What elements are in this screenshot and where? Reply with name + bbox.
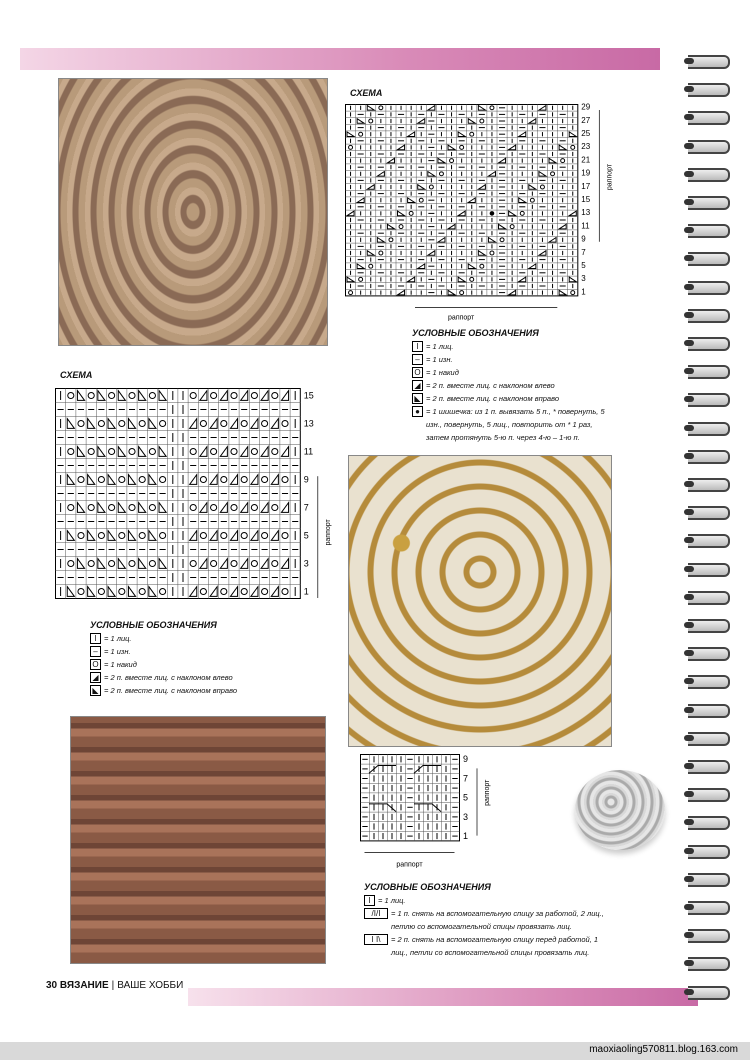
legend-symbol: I [364,895,375,906]
top-decor-bar [20,48,660,70]
spiral-ring [688,478,730,492]
legend-symbol: O [412,367,423,378]
spiral-ring [688,732,730,746]
knit-photo-leaf-pattern [58,78,328,346]
legend-item [90,632,310,645]
legend-symbol: ◣ [90,685,101,696]
row-number: 1 [463,830,469,841]
spiral-ring [688,83,730,97]
spiral-ring [688,788,730,802]
row-number: 9 [581,234,586,244]
legend3 [364,894,604,959]
legend-item [90,658,310,671]
row-number: 15 [581,195,591,205]
legend-symbol: ◣ [412,393,423,404]
row-number: 11 [303,446,314,457]
legend-symbol: ◢ [412,380,423,391]
rapport-label-vertical: раппорт [324,519,332,546]
legend-text: = 2 п. вместе лиц. с наклоном вправо [104,686,238,695]
row-number: 5 [303,530,309,541]
page-number: 30 [46,980,58,991]
legend-text: = 1 лиц. [378,896,406,905]
legend-item [90,671,310,684]
spiral-ring [688,393,730,407]
yarn-ball-image [575,770,665,850]
knit-photo-lace-pattern [348,455,612,747]
legend-item [412,379,612,392]
row-number: 7 [303,502,309,513]
bobble [490,211,495,216]
legend-text: = 1 изн. [426,355,453,364]
legend-text: = 1 изн. [104,647,131,656]
spiral-ring [688,591,730,605]
spiral-ring [688,647,730,661]
spiral-ring [688,534,730,548]
legend1 [412,340,612,444]
legend-text: = 2 п. вместе лиц. с наклоном вправо [426,394,560,403]
legend-symbol: ◢ [90,672,101,683]
legend-item [412,392,612,405]
legend-item [364,907,604,933]
knit-photo-cable-pattern [70,716,326,964]
legend-item [412,366,612,379]
legend-text: = 1 лиц. [426,342,454,351]
row-number: 21 [581,155,591,165]
legend-symbol: I [412,341,423,352]
spiral-ring [688,986,730,1000]
legend1-title: УСЛОВНЫЕ ОБОЗНАЧЕНИЯ [412,328,539,338]
legend3-title: УСЛОВНЫЕ ОБОЗНАЧЕНИЯ [364,882,491,892]
row-number: 27 [581,115,591,125]
legend2-title: УСЛОВНЫЕ ОБОЗНАЧЕНИЯ [90,620,217,630]
magazine-name: ВЯЗАНИЕ [59,980,109,991]
legend-symbol: – [90,646,101,657]
spiral-ring [688,422,730,436]
legend-text: = 1 п. снять на вспомогательную спицу за работой, 2 лиц., петлю со вспомогательной спицы провязать лиц. [391,909,604,931]
spiral-ring [688,450,730,464]
legend-text: = 2 п. снять на вспомогательную спицу перед работой, 1 лиц., петли со вспомогательной спицы провязать лиц. [391,935,599,957]
rapport-label-vertical: раппорт [484,779,491,806]
spiral-ring [688,816,730,830]
row-number: 5 [463,792,469,803]
row-number: 7 [581,247,586,257]
spiral-ring [688,929,730,943]
spiral-ring [688,196,730,210]
spiral-ring [688,675,730,689]
row-number: 29 [581,102,591,112]
spiral-ring [688,168,730,182]
row-number: 9 [303,474,309,485]
legend-item [90,684,310,697]
row-number: 5 [581,261,586,271]
spiral-ring [688,957,730,971]
spiral-ring [688,563,730,577]
spiral-ring [688,845,730,859]
spiral-ring [688,506,730,520]
spiral-ring [688,111,730,125]
legend-item [412,340,612,353]
row-number: 1 [303,586,309,597]
legend-item [412,353,612,366]
watermark-text: maoxiaoling570811.blog.163.com [589,1044,738,1055]
legend-text: = 2 п. вместе лиц. с наклоном влево [104,673,233,682]
spiral-ring [688,252,730,266]
spiral-ring [688,619,730,633]
row-number: 19 [581,168,591,178]
row-number: 1 [581,287,586,297]
legend-item [364,933,604,959]
knitting-chart-3 [360,754,510,869]
rapport-label-horizontal: раппорт [396,861,423,869]
row-number: 7 [463,773,469,784]
rapport-label-vertical: раппорт [606,163,614,191]
chart2-title: СХЕМА [60,370,93,380]
page-footer [46,980,183,991]
row-number: 11 [581,221,590,231]
bottom-decor-bar [188,988,698,1006]
spiral-ring [688,224,730,238]
knitting-chart-1 [345,102,614,322]
legend-symbol: ● [412,406,423,417]
legend-symbol: – [412,354,423,365]
row-number: 23 [581,142,591,152]
knitting-chart-2 [55,388,345,610]
legend-symbol: /I/I [364,908,388,919]
spiral-ring [688,365,730,379]
spiral-ring [688,55,730,69]
row-number: 17 [581,181,591,191]
spiral-ring [688,760,730,774]
row-number: 15 [303,390,314,401]
chart1-title: СХЕМА [350,88,383,98]
rapport-label-horizontal: раппорт [448,314,475,322]
row-number: 25 [581,129,591,139]
legend2 [90,632,310,697]
watermark-bar [0,1042,750,1060]
spiral-binding [688,55,738,1015]
row-number: 13 [303,418,314,429]
spiral-ring [688,309,730,323]
spiral-ring [688,873,730,887]
spiral-ring [688,281,730,295]
row-number: 13 [581,208,591,218]
spiral-ring [688,337,730,351]
spiral-ring [688,704,730,718]
legend-symbol: I I\ [364,934,388,945]
row-number: 9 [463,754,469,765]
legend-text: = 1 накид [426,368,459,377]
row-number: 3 [303,558,309,569]
legend-symbol: I [90,633,101,644]
legend-item [412,405,612,444]
legend-text: = 1 накид [104,660,137,669]
footer-separator: | [111,980,115,991]
legend-text: = 1 лиц. [104,634,132,643]
legend-item [364,894,604,907]
magazine-tagline: ВАШЕ ХОББИ [117,980,184,991]
spiral-ring [688,140,730,154]
legend-symbol: O [90,659,101,670]
legend-item [90,645,310,658]
spiral-ring [688,901,730,915]
legend-text: = 2 п. вместе лиц. с наклоном влево [426,381,555,390]
row-number: 3 [463,811,469,822]
row-number: 3 [581,274,586,284]
legend-text: = 1 шишечка: из 1 п. вывязать 5 п., * повернуть, 5 изн., повернуть, 5 лиц., повторить от * 1 раз, затем протянуть 5-ю п. через 4-ю – 1-ю п. [426,407,605,442]
